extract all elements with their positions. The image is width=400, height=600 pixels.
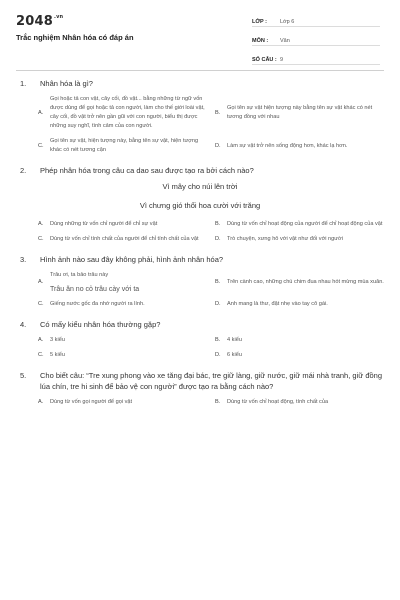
question-text: Có mấy kiểu nhân hóa thường gặp? [40, 320, 161, 329]
quote-line-2: Vì chưng gió thổi hoa cười với trăng [139, 201, 261, 210]
quote-line-1: Vì mây cho núi lên trời [162, 182, 238, 191]
option-c[interactable]: C. Gọi tên sự vật, hiện tượng này, bằng tên sự vật, hiện tượng khác có nét tương cận [38, 138, 199, 153]
question-text: Hình ảnh nào sau đây không phải, hình ảnh nhân hóa? [40, 255, 224, 264]
option-d[interactable]: D. Làm sự vật trở nên sống động hơn, khác lạ hơn. [215, 142, 348, 149]
option-a[interactable]: A. 3 kiểu [38, 337, 65, 343]
document-header [0, 0, 400, 72]
option-b[interactable]: B. Dùng từ vốn chỉ hoạt động, tính chất của [215, 399, 329, 405]
option-d[interactable]: D. Trò chuyện, xưng hô với vật như đối với người [215, 236, 343, 242]
option-b[interactable]: B. 4 kiểu [215, 337, 242, 343]
option-b[interactable]: B. Dùng từ vốn chỉ hoạt động của người để chỉ hoạt động của vật [215, 221, 383, 227]
option-b[interactable]: B. Gọi tên sự vật hiện tượng này bằng tên sự vật khác có nét tương đồng với nhau [215, 105, 373, 120]
header-divider [16, 70, 384, 71]
option-b[interactable]: B. Trên cành cao, những chú chim đua nhau hót mừng mùa xuân. [215, 279, 384, 285]
question-3: 3. Hình ảnh nào sau đây không phải, hình ảnh nhân hóa? A. Trâu ơi, ta bảo trâu này Trâu ăn no cỏ trâu cày với ta B. Trên cành cao, những chú chim đua nhau hót mừng mùa xuân. C. Giếng nước gốc đa nhớ người ra lính. D. Anh mang là thư, đặt nhẹ vào tay cô gái. [20, 255, 384, 307]
meta-info [252, 14, 380, 71]
question-text: Nhân hóa là gì? [40, 79, 93, 88]
option-a[interactable]: A. Gọi hoặc tả con vật, cây cối, đồ vật... bằng những từ ngữ vốn được dùng để gọi hoặc tả con người, làm cho thế giới loài vật, cây cối, đồ vật trở nên gần gũi với con người, biểu thị được những suy nghĩ, tình cảm của con người. [38, 96, 205, 129]
question-2: 2. Phép nhân hóa trong câu ca dao sau được tạo ra bởi cách nào? Vì mây cho núi lên trời Vì chưng gió thổi hoa cười với trăng A. Dùng những từ vốn chỉ người để chỉ sự vật B. Dùng từ vốn chỉ hoạt động của người để chỉ hoạt động của vật C. Dùng từ vốn chỉ tính chất của người để chỉ tính chất của vật D. Trò chuyện, xưng hô với vật như đối với người [16, 165, 384, 244]
meta-row-subject: MÔN : Văn [252, 33, 380, 46]
site-logo[interactable]: $2048^{.vn}$ [16, 14, 64, 29]
question-text: Phép nhân hóa trong câu ca dao sau được tạo ra bởi cách nào? [40, 166, 254, 175]
option-d[interactable]: D. Anh mang là thư, đặt nhẹ vào tay cô gái. [215, 301, 328, 307]
option-c[interactable]: C. Dùng từ vốn chỉ tính chất của người để chỉ tính chất của vật [38, 236, 199, 242]
option-a[interactable]: A. Trâu ơi, ta bảo trâu này Trâu ăn no cỏ trâu cày với ta [38, 272, 140, 293]
question-4: 4. Có mấy kiểu nhân hóa thường gặp? A. 3 kiểu B. 4 kiểu C. 5 kiểu D. 6 kiểu [16, 319, 384, 360]
question-list [16, 78, 384, 417]
option-c[interactable]: C. 5 kiểu [38, 352, 65, 358]
meta-row-grade: LỚP : Lớp 6 [252, 14, 380, 27]
question-5: 5. Cho biết câu: “Tre xung phong vào xe tăng đại bác, tre giữ làng, giữ nước, giữ mái nhà tranh, giữ đồng lúa chín, tre hi sinh để bảo vệ con người” được tạo ra bằng cách nào? A. Dùng từ vốn gọi người để gọi vật B. Dùng từ vốn chỉ hoạt động, tính chất của [20, 371, 383, 405]
option-a[interactable]: A. Dùng từ vốn gọi người để gọi vật [38, 399, 133, 405]
meta-row-question-count: SỐ CÂU : 9 [252, 52, 380, 65]
document-title: Trắc nghiệm Nhân hóa có đáp án [16, 33, 134, 42]
option-c[interactable]: C. Giếng nước gốc đa nhớ người ra lính. [38, 301, 145, 307]
question-text: Cho biết câu: “Tre xung phong vào xe tăng đại bác, tre giữ làng, giữ nước, giữ mái nhà tranh, giữ đồng lúa chín, tre hi sinh để bảo vệ con người” được tạo ra bằng cách nào? [40, 371, 383, 391]
option-d[interactable]: D. 6 kiểu [215, 352, 242, 358]
option-a[interactable]: A. Dùng những từ vốn chỉ người để chỉ sự vật [38, 221, 158, 227]
question-1: 1. Nhân hóa là gì? A. Gọi hoặc tả con vật, cây cối, đồ vật... bằng những từ ngữ vốn được dùng để gọi hoặc tả con người, làm cho thế giới loài vật, cây cối, đồ vật trở nên gần gũi với con người, biểu thị được những suy nghĩ, tình cảm của con người. B. Gọi tên sự vật hiện tượng này bằng tên sự vật khác có nét tương đồng với nhau C. Gọi tên sự vật, hiện tượng này, bằng tên sự vật, hiện tượng khác có nét tương cận D. Làm sự vật trở nên sống động hơn, khác lạ hơn. [16, 78, 384, 155]
